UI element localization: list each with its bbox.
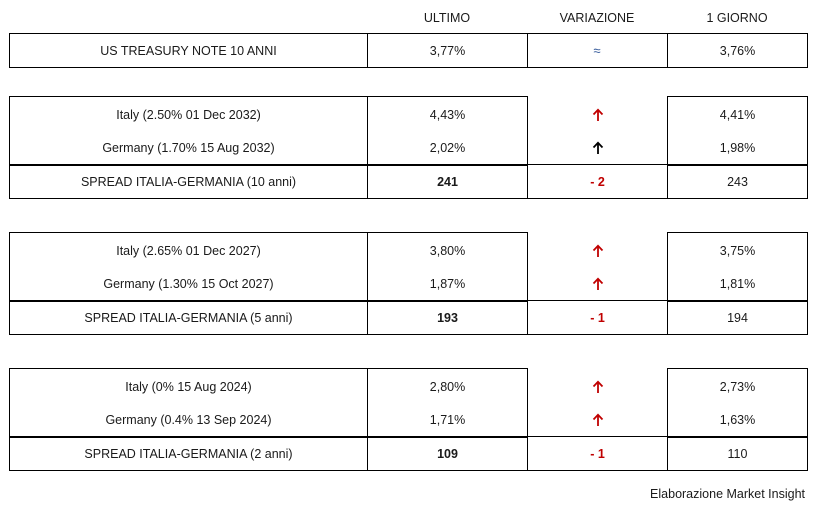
bond-1-giorno: 4,41%: [719, 107, 756, 122]
spread-variazione: - 1: [527, 300, 668, 335]
bond-1-giorno: 1,98%: [719, 141, 756, 155]
arrow-up-icon: [527, 267, 668, 301]
bond-ultimo: 1,87%: [429, 277, 466, 291]
spread-ultimo: 193: [367, 300, 528, 335]
arrow-up-icon: [527, 403, 668, 437]
bond-label: Italy (0% 15 Aug 2024): [125, 379, 252, 394]
bond-1-giorno: 2,73%: [719, 379, 756, 394]
spread-ultimo: 109: [367, 436, 528, 471]
arrow-up-icon: [527, 131, 668, 165]
arrow-up-icon: [527, 234, 668, 267]
bond-1-giorno: 1,81%: [719, 277, 756, 291]
spread-label: SPREAD ITALIA-GERMANIA (2 anni): [9, 436, 368, 471]
header-variazione: VARIAZIONE: [559, 11, 635, 25]
treasury-variazione-approx-icon: ≈: [527, 33, 668, 68]
footer-credit: Elaborazione Market Insight: [650, 487, 805, 501]
bond-label: Germany (0.4% 13 Sep 2024): [105, 413, 272, 427]
spread-label: SPREAD ITALIA-GERMANIA (5 anni): [9, 300, 368, 335]
bond-1-giorno: 1,63%: [719, 413, 756, 427]
spread-1-giorno: 243: [667, 164, 808, 199]
bond-ultimo: 3,80%: [429, 243, 466, 258]
bond-label: Germany (1.70% 15 Aug 2032): [102, 141, 275, 155]
bond-1-giorno: 3,75%: [719, 243, 756, 258]
spread-variazione: - 1: [527, 436, 668, 471]
arrow-up-icon: [527, 370, 668, 403]
spread-ultimo: 241: [367, 164, 528, 199]
spread-1-giorno: 194: [667, 300, 808, 335]
arrow-up-icon: [527, 98, 668, 131]
header-1-giorno: 1 GIORNO: [706, 11, 768, 25]
bond-label: Germany (1.30% 15 Oct 2027): [103, 277, 274, 291]
bond-ultimo: 2,02%: [429, 141, 466, 155]
bond-ultimo: 2,80%: [429, 379, 466, 394]
spread-label: SPREAD ITALIA-GERMANIA (10 anni): [9, 164, 368, 199]
treasury-label: US TREASURY NOTE 10 ANNI: [9, 33, 368, 68]
bond-ultimo: 4,43%: [429, 107, 466, 122]
spread-1-giorno: 110: [667, 436, 808, 471]
treasury-ultimo: 3,77%: [367, 33, 528, 68]
header-ultimo: ULTIMO: [423, 11, 471, 25]
bond-label: Italy (2.65% 01 Dec 2027): [116, 243, 261, 258]
bond-ultimo: 1,71%: [429, 413, 466, 427]
treasury-1-giorno: 3,76%: [667, 33, 808, 68]
spread-variazione: - 2: [527, 164, 668, 199]
bond-label: Italy (2.50% 01 Dec 2032): [116, 107, 261, 122]
